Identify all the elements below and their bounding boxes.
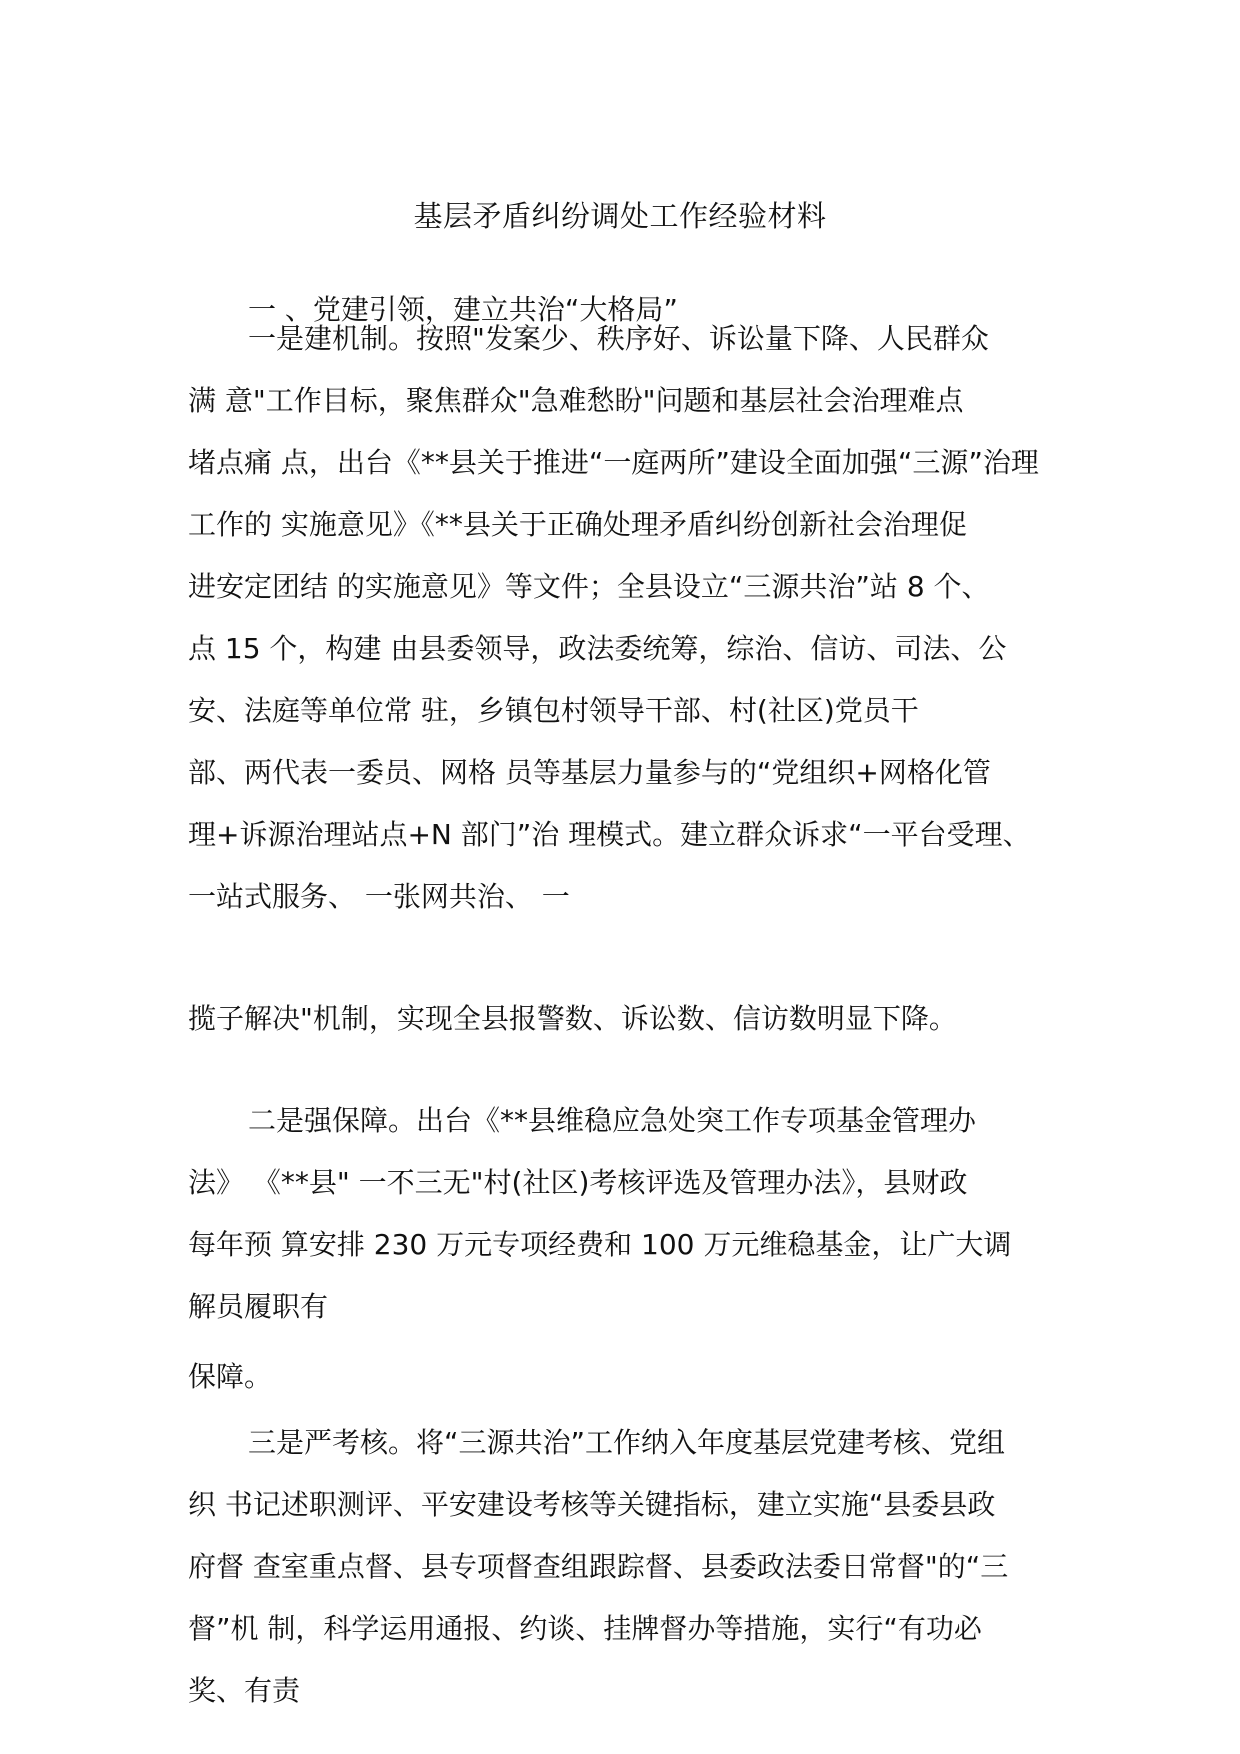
paragraph-line: 织 书记述职测评、平安建设考核等关键指标，建立实施“县委县政 — [188, 1488, 996, 1521]
paragraph-line: 一站式服务、 一张网共治、 一 — [188, 880, 570, 913]
document-title: 基层矛盾纠纷调处工作经验材料 — [413, 199, 827, 233]
paragraph-line: 满 意"工作目标，聚焦群众"急难愁盼"问题和基层社会治理难点 — [188, 384, 964, 417]
paragraph-strict-assessment — [188, 1412, 1068, 1722]
paragraph-line: 安、法庭等单位常 驻，乡镇包村领导干部、村(社区)党员干 — [188, 694, 919, 727]
paragraph-line: 进安定团结 的实施意见》等文件；全县设立“三源共治”站 8 个、 — [188, 570, 990, 603]
paragraph-line: 解员履职有 — [188, 1290, 329, 1323]
paragraph-strengthen-support — [188, 1090, 1068, 1338]
paragraph-line: 督”机 制，科学运用通报、约谈、挂牌督办等措施，实行“有功必 — [188, 1612, 982, 1645]
paragraph-line: 保障。 — [188, 1360, 273, 1393]
paragraph-line: 每年预 算安排 230 万元专项经费和 100 万元维稳基金，让广大调 — [188, 1228, 1012, 1261]
paragraph-build-mechanism-tail — [188, 988, 1068, 1050]
paragraph-line: 一是建机制。按照"发案少、秩序好、诉讼量下降、人民群众 — [248, 322, 989, 355]
paragraph-build-mechanism — [188, 308, 1068, 928]
paragraph-line: 揽子解决"机制，实现全县报警数、诉讼数、信访数明显下降。 — [188, 1002, 957, 1035]
paragraph-line: 法》 《**县" 一不三无"村(社区)考核评选及管理办法》，县财政 — [188, 1166, 968, 1199]
paragraph-line: 理+诉源治理站点+N 部门”治 理模式。建立群众诉求“一平台受理、 — [188, 818, 1031, 851]
paragraph-line: 工作的 实施意见》《**县关于正确处理矛盾纠纷创新社会治理促 — [188, 508, 967, 541]
paragraph-line: 府督 查室重点督、县专项督查组跟踪督、县委政法委日常督"的“三 — [188, 1550, 1009, 1583]
paragraph-line: 二是强保障。出台《**县维稳应急处突工作专项基金管理办 — [248, 1104, 977, 1137]
paragraph-line: 堵点痛 点，出台《**县关于推进“一庭两所”建设全面加强“三源”治理 — [188, 446, 1039, 479]
paragraph-line: 点 15 个，构建 由县委领导，政法委统筹，综治、信访、司法、公 — [188, 632, 1007, 665]
section-heading: 一 、党建引领，建立共治“大格局” — [248, 293, 678, 326]
paragraph-line: 部、两代表一委员、网格 员等基层力量参与的“党组织+网格化管 — [188, 756, 991, 789]
paragraph-strengthen-support-tail — [188, 1346, 1068, 1408]
paragraph-line: 奖、有责 — [188, 1674, 301, 1707]
paragraph-line: 三是严考核。将“三源共治”工作纳入年度基层党建考核、党组 — [248, 1426, 1006, 1459]
